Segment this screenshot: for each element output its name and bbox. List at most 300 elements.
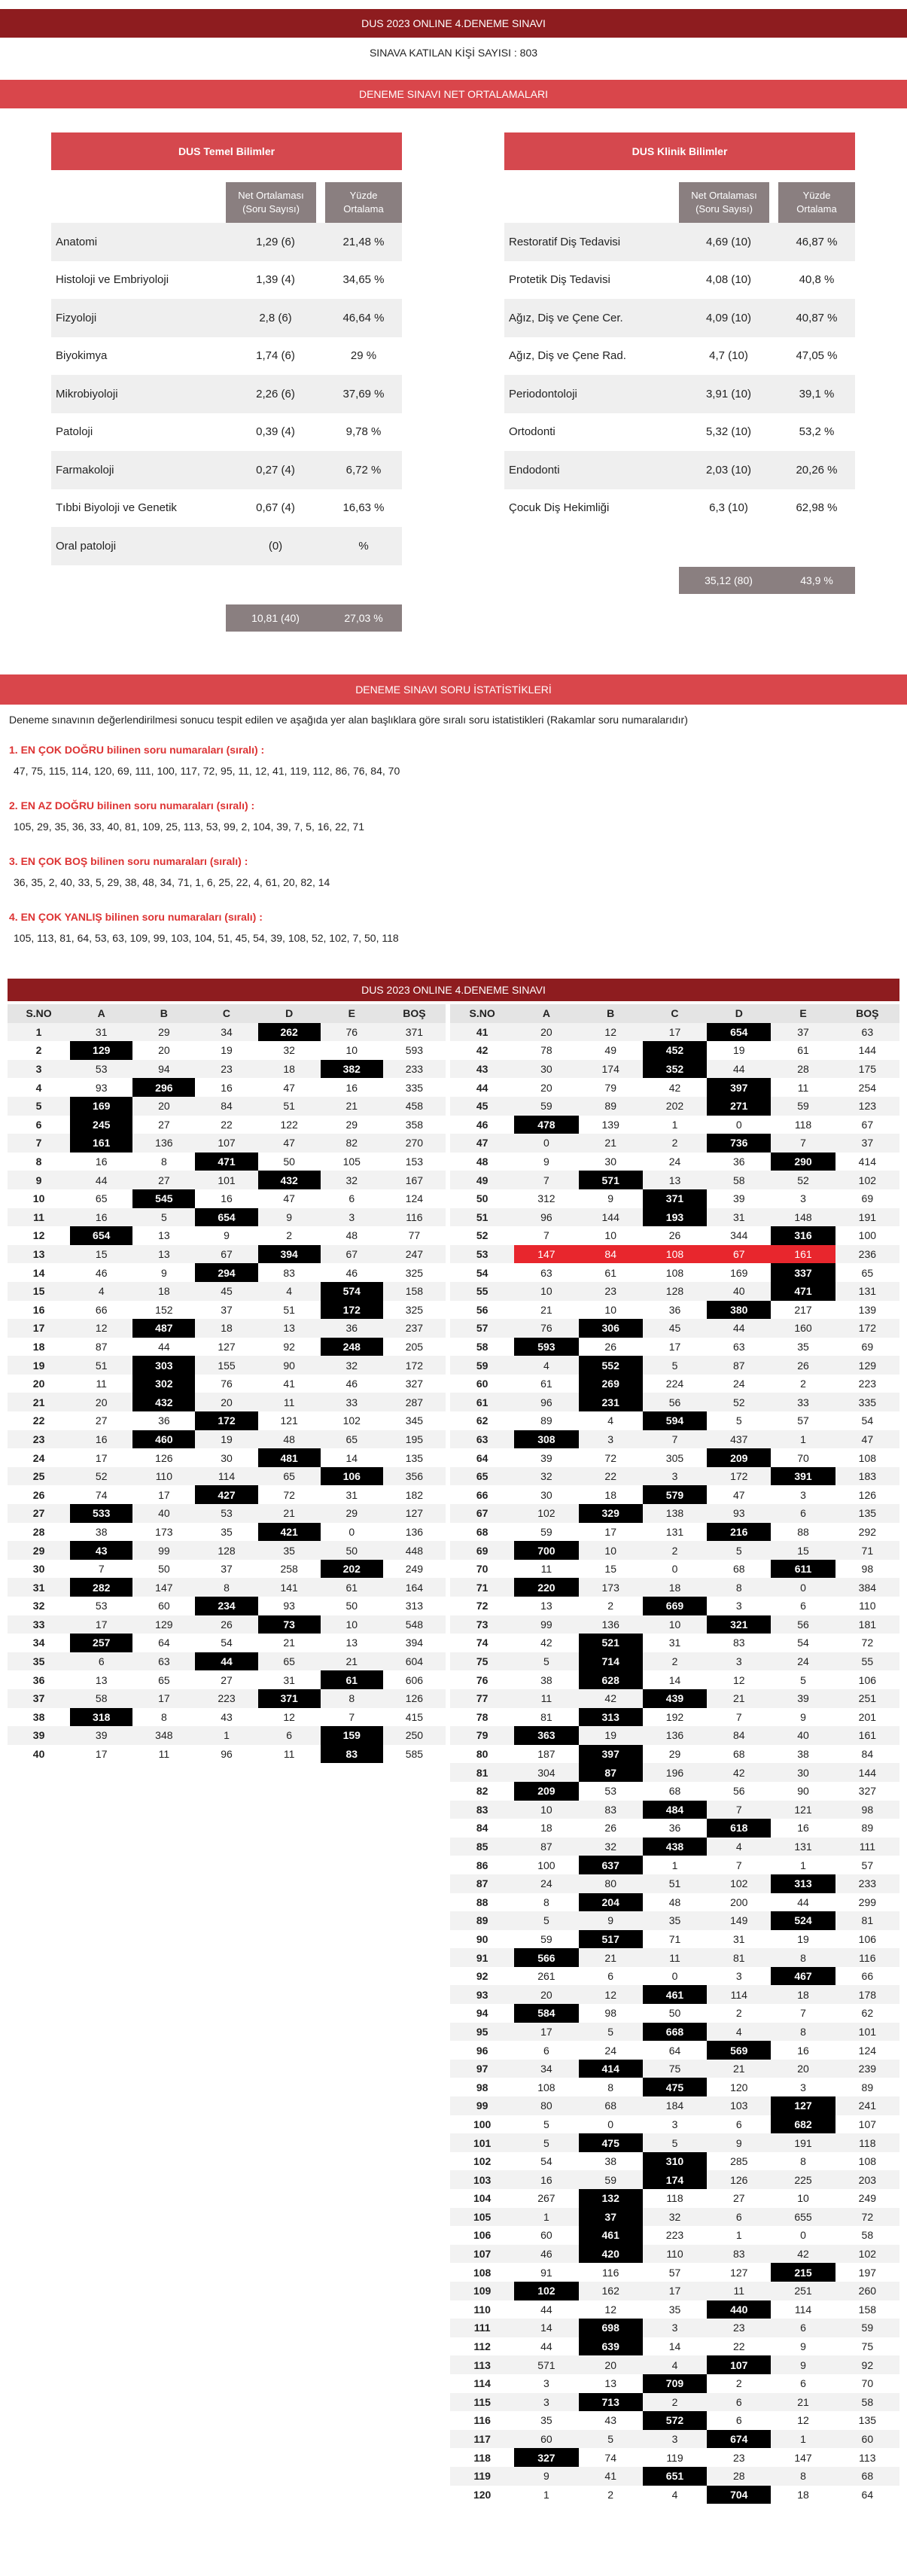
answer-count-c: 174 [643,2170,707,2189]
table-row [8,1263,446,1282]
answer-count-d: 40 [707,1282,771,1301]
answer-count-e: 1 [771,2430,835,2449]
blank-count: 136 [405,1525,424,1538]
blank-count: 313 [405,1600,424,1612]
subject-row [504,299,855,337]
answer-count-e: 46 [345,1378,358,1390]
blank-count: 158 [858,2303,877,2316]
answer-count-b: 461 [579,2226,643,2245]
percent-value: 21,48 % [342,235,385,248]
question-number: 112 [473,2340,491,2353]
blank-count: 65 [861,1266,874,1279]
table-row [450,2486,899,2504]
answer-count-b: 414 [579,2060,643,2078]
blank-count: 129 [835,1356,899,1375]
question-number: 71 [450,1578,514,1597]
table-row [450,1226,899,1245]
blank-count: 172 [383,1356,446,1375]
answer-count-d: 67 [707,1245,771,1264]
column-header: BOŞ [835,1004,899,1023]
answer-count-c: 35 [221,1525,233,1538]
table-row [450,1263,899,1282]
answer-count-b: 21 [579,1948,643,1967]
question-number: 20 [32,1378,45,1390]
answer-count-c: 119 [666,2451,683,2464]
answer-count-c: 17 [643,1023,707,1042]
answer-count-e: 40 [771,1726,835,1745]
answer-count-d: 141 [258,1578,321,1597]
answer-count-d: 11 [283,1748,295,1761]
answer-count-a: 96 [514,1208,578,1227]
answer-count-d: 47 [283,1081,295,1094]
answer-count-b: 80 [579,1874,643,1893]
answer-count-a: 16 [514,2170,578,2189]
table-row [8,1467,446,1486]
question-number: 107 [450,2245,514,2264]
answer-count-b: 38 [604,2155,616,2168]
net-value: 4,08 (10) [705,273,752,287]
percent-column-header: Yüzde Ortalama [778,182,855,223]
answer-count-a: 93 [95,1081,108,1094]
answer-count-d: 32 [283,1044,295,1057]
question-number: 36 [32,1673,45,1686]
answer-count-d: 481 [258,1448,321,1467]
blank-count: 55 [835,1652,899,1671]
blank-count: 89 [861,2081,874,2093]
subject-name: Restoratif Diş Tedavisi [509,235,621,248]
table-row [450,1838,899,1856]
answer-count-e: 46 [345,1266,358,1279]
answer-count-e: 21 [321,1097,383,1116]
answer-count-b: 296 [132,1078,195,1097]
answer-count-e: 105 [342,1156,361,1168]
question-number: 43 [450,1060,514,1079]
question-number: 87 [450,1874,514,1893]
blank-count: 356 [383,1467,446,1486]
answer-count-b: 41 [579,2467,643,2486]
answer-count-a: 17 [514,2023,578,2042]
blank-count: 585 [405,1748,424,1761]
answer-count-b: 42 [579,1689,643,1708]
subject-name: Anatomi [56,235,98,248]
answer-count-e: 52 [771,1171,835,1189]
answer-count-c: 594 [643,1411,707,1430]
table-row [8,1578,446,1597]
question-number: 82 [476,1785,489,1798]
blank-count: 107 [858,2118,877,2130]
answer-count-e: 160 [771,1319,835,1338]
answer-count-a: 7 [98,1563,105,1576]
answer-count-c: 114 [195,1467,257,1486]
table-row [8,1023,446,1042]
question-number: 31 [8,1578,70,1597]
percent-value: 39,1 % [799,387,835,400]
blank-count: 101 [835,2023,899,2042]
results-table-right [450,1004,899,2504]
answer-count-e: 26 [771,1356,835,1375]
blank-count: 84 [861,1748,874,1761]
blank-count: 249 [858,2192,877,2205]
answer-count-b: 329 [579,1504,643,1523]
table-row [8,1078,446,1097]
question-number: 10 [32,1192,45,1205]
answer-count-a: 20 [514,1985,578,2004]
answer-count-d: 120 [730,2081,748,2093]
answer-count-e: 471 [771,1282,835,1301]
answer-count-d: 3 [735,1970,742,1983]
blank-count: 67 [861,1118,874,1131]
answer-count-b: 26 [604,1822,616,1835]
question-number: 32 [32,1600,45,1612]
answer-count-a: 257 [70,1634,132,1652]
answer-count-a: 571 [514,2355,578,2374]
table-row [450,1375,899,1393]
blank-count: 203 [835,2170,899,2189]
question-number: 67 [450,1504,514,1523]
answer-count-c: 572 [643,2411,707,2430]
answer-count-e: 42 [771,2245,835,2264]
blank-count: 71 [835,1541,899,1560]
question-number: 63 [450,1430,514,1449]
answer-count-e: 290 [771,1153,835,1171]
question-number: 49 [450,1171,514,1189]
answer-count-b: 8 [607,2081,614,2093]
table-row [450,1708,899,1727]
table-row [450,2004,899,2023]
answer-count-b: 43 [604,2414,616,2427]
blank-count: 161 [835,1726,899,1745]
blank-count: 205 [405,1340,424,1353]
blank-count: 98 [835,1801,899,1819]
table-row [450,1448,899,1467]
answer-count-d: 371 [258,1689,321,1708]
answer-count-c: 108 [665,1266,684,1279]
answer-count-a: 59 [514,1097,578,1116]
table-row [450,1911,899,1930]
answer-count-a: 34 [514,2060,578,2078]
answer-count-e: 251 [771,2282,835,2300]
answer-count-b: 37 [579,2208,643,2227]
answer-count-e: 57 [797,1414,809,1427]
question-number: 26 [32,1488,45,1501]
question-number: 51 [450,1208,514,1227]
answer-count-a: 654 [70,1226,132,1245]
answer-count-a: 24 [514,1874,578,1893]
table-row [8,1652,446,1671]
answer-count-a: 9 [514,2467,578,2486]
answer-count-c: 35 [668,2303,681,2316]
question-number: 111 [450,2319,514,2337]
most-correct-title: 1. EN ÇOK DOĞRU bilinen soru numaraları (sıralı) : [9,744,265,756]
answer-count-b: 173 [155,1525,173,1538]
answer-count-c: 17 [643,2282,707,2300]
table-row [8,1597,446,1615]
question-number: 86 [476,1859,489,1871]
table-row [450,1523,899,1542]
blank-count: 158 [383,1282,446,1301]
answer-count-d: 654 [707,1023,771,1042]
answer-count-b: 12 [579,1985,643,2004]
question-number: 35 [8,1652,70,1671]
table-row [8,1301,446,1320]
answer-count-b: 17 [132,1689,195,1708]
answer-count-d: 23 [707,2319,771,2337]
answer-count-b: 20 [579,2355,643,2374]
answer-count-e: 1 [800,1859,806,1871]
net-value: 2,8 (6) [259,311,292,324]
answer-count-d: 83 [732,1637,745,1649]
answer-count-c: 17 [668,1340,681,1353]
answer-count-d: 47 [283,1192,295,1205]
blank-count: 110 [859,1600,876,1612]
answer-count-a: 318 [70,1708,132,1727]
answer-count-c: 29 [668,1748,681,1761]
answer-count-c: 36 [668,1822,681,1835]
answer-count-b: 29 [132,1023,195,1042]
question-number: 1 [8,1023,70,1042]
answer-count-c: 19 [195,1430,257,1449]
basic-sciences-table [51,182,402,565]
answer-count-a: 161 [70,1134,132,1153]
table-row [8,1338,446,1357]
net-value: 1,29 (6) [256,235,295,248]
answer-count-e: 161 [771,1245,835,1264]
question-stats-banner: DENEME SINAVI SORU İSTATİSTİKLERİ [0,674,907,705]
subject-row [51,375,402,413]
answer-count-b: 460 [132,1430,195,1449]
table-row [450,1467,899,1486]
answer-count-b: 15 [604,1563,616,1576]
answer-count-c: 71 [668,1932,681,1945]
answer-count-a: 89 [540,1414,552,1427]
answer-count-e: 148 [771,1208,835,1227]
blank-count: 191 [835,1208,899,1227]
table-row [8,1393,446,1411]
answer-count-d: 6 [258,1726,321,1745]
table-row [450,1393,899,1411]
answer-count-b: 126 [155,1451,173,1464]
question-number: 118 [473,2451,491,2464]
question-number: 11 [8,1208,70,1227]
blank-count: 58 [835,2393,899,2412]
answer-count-e: 33 [321,1393,383,1411]
answer-count-b: 521 [579,1634,643,1652]
subject-name: Farmakoloji [56,463,114,477]
question-number: 74 [476,1637,489,1649]
question-number: 9 [8,1171,70,1189]
table-row [8,1282,446,1301]
question-number: 102 [473,2155,492,2168]
answer-count-b: 147 [132,1578,195,1597]
table-row [450,1634,899,1652]
table-row [450,2319,899,2337]
answer-count-a: 10 [514,1282,578,1301]
answer-count-d: 149 [707,1911,771,1930]
subject-name: Ortodonti [509,425,555,439]
blank-count: 458 [383,1097,446,1116]
question-number: 76 [476,1673,489,1686]
answer-count-e: 82 [321,1134,383,1153]
answer-count-e: 191 [771,2133,835,2152]
answer-count-c: 2 [643,2393,707,2412]
answer-count-b: 59 [579,2170,643,2189]
answer-count-b: 132 [579,2189,643,2208]
answer-count-a: 17 [95,1748,108,1761]
question-number: 89 [450,1911,514,1930]
answer-count-e: 337 [771,1263,835,1282]
subject-name: Periodontoloji [509,387,577,400]
blank-count: 237 [383,1319,446,1338]
least-correct-list: 105, 29, 35, 36, 33, 40, 81, 109, 25, 113, 53, 99, 2, 104, 39, 7, 5, 16, 22, 71 [14,821,364,833]
answer-count-c: 35 [643,1911,707,1930]
table-row [450,1153,899,1171]
answer-count-a: 38 [95,1525,108,1538]
answer-count-e: 65 [321,1430,383,1449]
answer-count-e: 6 [348,1192,355,1205]
answer-count-c: 108 [643,1245,707,1264]
answer-count-c: 136 [643,1726,707,1745]
answer-count-d: 21 [258,1504,321,1523]
answer-count-a: 4 [514,1356,578,1375]
percent-value: 40,8 % [799,273,835,287]
blank-count: 292 [858,1525,877,1538]
answer-count-b: 152 [155,1303,173,1316]
answer-count-a: 13 [540,1600,552,1612]
answer-count-c: 31 [668,1637,681,1649]
blank-count: 118 [835,2133,899,2152]
answer-count-b: 23 [579,1282,643,1301]
answer-count-c: 53 [195,1504,257,1523]
answer-count-a: 304 [514,1763,578,1782]
answer-count-e: 102 [342,1414,361,1427]
question-number: 23 [8,1430,70,1449]
clinical-sciences-table [504,182,855,527]
answer-count-e: 50 [321,1541,383,1560]
table-row [450,1874,899,1893]
net-value: 4,09 (10) [705,311,752,324]
blank-count: 144 [858,1044,877,1057]
answer-count-a: 46 [95,1266,108,1279]
net-value: 1,74 (6) [256,349,295,363]
column-header: A [70,1004,132,1023]
blank-count: 92 [835,2355,899,2374]
answer-count-b: 40 [132,1504,195,1523]
answer-count-c: 223 [195,1689,257,1708]
answer-count-a: 63 [540,1266,552,1279]
answer-count-e: 88 [797,1525,809,1538]
answer-count-c: 45 [643,1319,707,1338]
answer-count-e: 0 [800,2229,806,2242]
table-row [450,1282,899,1301]
answer-count-e: 1 [771,1430,835,1449]
answer-count-c: 64 [668,2044,681,2057]
blank-count: 54 [861,1414,874,1427]
table-row [8,1745,446,1764]
answer-count-e: 61 [321,1670,383,1689]
percent-value: 47,05 % [796,349,838,363]
answer-count-d: 52 [707,1393,771,1411]
answer-count-b: 5 [579,2430,643,2449]
answer-count-a: 59 [540,1525,552,1538]
table-row [450,2226,899,2245]
answer-count-d: 41 [283,1378,295,1390]
answer-count-d: 2 [286,1229,293,1242]
answer-count-c: 3 [671,2118,678,2130]
net-value: 2,03 (10) [705,463,752,477]
percent-value: 6,72 % [345,463,382,477]
blank-count: 414 [858,1156,877,1168]
question-number: 100 [473,2118,492,2130]
question-number: 33 [8,1615,70,1634]
blank-count: 124 [858,2044,877,2057]
answer-count-c: 14 [668,1673,681,1686]
answer-count-c: 26 [195,1615,257,1634]
blank-count: 116 [835,1948,899,1967]
answer-count-e: 90 [797,1785,809,1798]
answer-count-c: 34 [195,1023,257,1042]
results-table-left [8,1004,446,1763]
table-row [450,1689,899,1708]
question-number: 30 [32,1563,45,1576]
answer-count-e: 15 [771,1541,835,1560]
table-row [450,2245,899,2264]
answer-count-e: 9 [800,2340,806,2353]
answer-count-a: 5 [514,2133,578,2152]
answer-count-a: 100 [537,1859,555,1871]
answer-count-d: 35 [258,1541,321,1560]
blank-count: 548 [383,1615,446,1634]
column-header: E [321,1004,383,1023]
answer-count-c: 0 [671,1563,678,1576]
question-number: 69 [450,1541,514,1560]
answer-count-a: 20 [514,1023,578,1042]
answer-count-a: 43 [70,1541,132,1560]
answer-count-c: 27 [221,1673,233,1686]
answer-count-b: 397 [579,1745,643,1764]
question-number: 105 [450,2208,514,2227]
blank-count: 325 [405,1266,424,1279]
answer-count-e: 172 [321,1301,383,1320]
net-value: 4,69 (10) [705,235,752,248]
question-number: 92 [476,1970,489,1983]
answer-count-c: 36 [668,1303,681,1316]
answer-count-d: 21 [707,2060,771,2078]
column-header: E [771,1004,835,1023]
question-number: 120 [473,2488,492,2501]
table-row [8,1245,446,1264]
blank-count: 197 [858,2266,877,2279]
table-row [450,1301,899,1320]
blank-count: 108 [858,1451,877,1464]
answer-count-b: 517 [579,1930,643,1949]
table-row [450,1948,899,1967]
answer-count-c: 371 [643,1189,707,1208]
answer-count-d: 114 [707,1985,771,2004]
answer-count-d: 103 [707,2096,771,2115]
blank-count: 201 [858,1710,877,1723]
table-row [450,1763,899,1782]
table-row [450,1670,899,1689]
subject-row [504,375,855,413]
blank-count: 604 [383,1652,446,1671]
answer-count-b: 713 [579,2393,643,2412]
answer-count-e: 6 [771,1504,835,1523]
question-number: 22 [32,1414,45,1427]
answer-count-d: 3 [707,1652,771,1671]
subject-row [51,451,402,489]
blank-count: 57 [861,1859,874,1871]
table-row [450,1856,899,1874]
